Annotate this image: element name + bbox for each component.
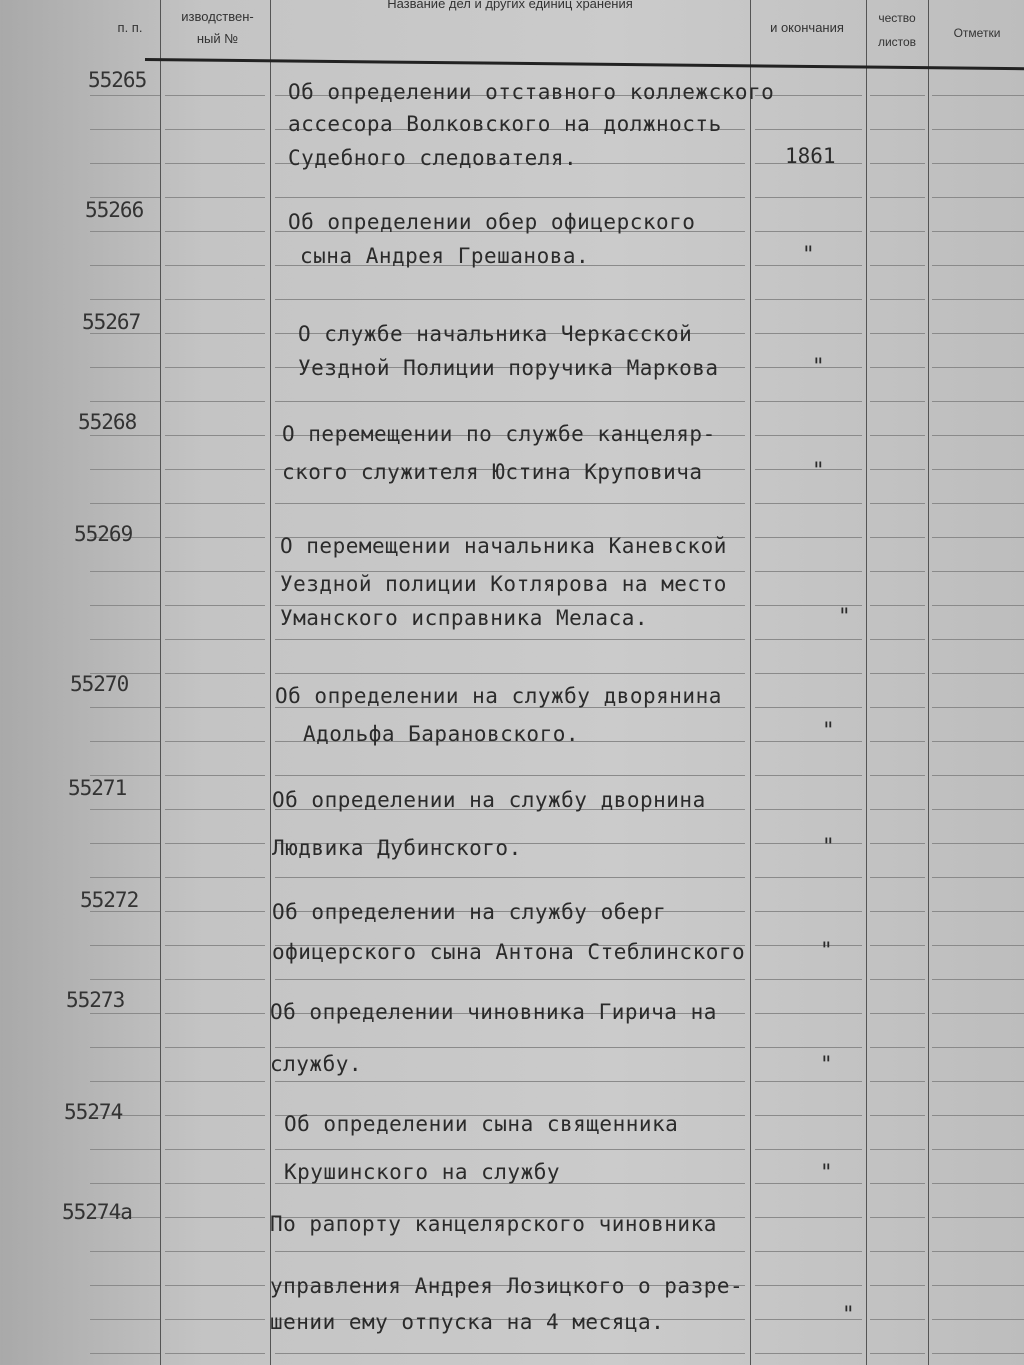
ruled-line [932, 1149, 1024, 1150]
ruled-line [870, 367, 925, 368]
ruled-line [870, 605, 925, 606]
ruled-line [755, 673, 862, 674]
ruled-line [165, 1081, 265, 1082]
entry-title-line: шении ему отпуска на 4 месяца. [270, 1310, 665, 1334]
entry-date: " [820, 938, 833, 962]
ruled-line [90, 877, 160, 878]
ruled-line [90, 129, 160, 130]
ruled-line [90, 843, 160, 844]
ruled-line [755, 1251, 862, 1252]
ruled-line [870, 707, 925, 708]
ruled-line [90, 707, 160, 708]
entry-number: 55272 [80, 888, 139, 912]
ruled-line [755, 503, 862, 504]
entry-title-line: Крушинского на службу [284, 1160, 561, 1184]
ruled-line [165, 129, 265, 130]
ruled-line [932, 95, 1024, 96]
ruled-line [932, 571, 1024, 572]
ruled-line [90, 1013, 160, 1014]
entry-title-line: Уманского исправника Меласа. [280, 606, 649, 630]
entry-title-line: О перемещении по службе канцеляр- [282, 422, 716, 446]
ruled-line [90, 1183, 160, 1184]
ruled-line [755, 945, 862, 946]
ruled-line [90, 469, 160, 470]
ruled-line [755, 1149, 862, 1150]
ruled-line [275, 299, 745, 300]
ruled-line [755, 571, 862, 572]
ruled-line [932, 741, 1024, 742]
ruled-line [165, 605, 265, 606]
ruled-line [90, 1081, 160, 1082]
ruled-line [275, 1047, 745, 1048]
ruled-line [90, 401, 160, 402]
entry-date: " [822, 718, 835, 742]
ruled-line [932, 1081, 1024, 1082]
ruled-line [870, 163, 925, 164]
ruled-line [165, 197, 265, 198]
ruled-line [870, 129, 925, 130]
ruled-line [90, 1251, 160, 1252]
ruled-line [932, 1115, 1024, 1116]
entry-number: 55273 [66, 988, 125, 1012]
ruled-line [90, 265, 160, 266]
entry-title-line: О службе начальника Черкасской [298, 322, 693, 346]
ruled-line [165, 945, 265, 946]
ruled-line [932, 1319, 1024, 1320]
column-line-3 [750, 0, 751, 1365]
ruled-line [755, 707, 862, 708]
header-sheets: чество листов [877, 11, 917, 49]
ruled-line [90, 809, 160, 810]
ruled-line [165, 435, 265, 436]
ruled-line [165, 979, 265, 980]
ruled-line [755, 333, 862, 334]
ruled-line [165, 1285, 265, 1286]
ruled-line [90, 979, 160, 980]
ruled-line [90, 435, 160, 436]
ruled-line [755, 435, 862, 436]
entry-title-line: Об определении обер офицерского [288, 210, 696, 234]
entry-date: " [802, 242, 815, 266]
entry-title-line: Об определении на службу дворнина [272, 788, 706, 812]
ruled-line [755, 469, 862, 470]
ruled-line [932, 1013, 1024, 1014]
entry-title-line: ассесора Волковского на должность [288, 112, 722, 136]
ruled-line [870, 775, 925, 776]
ruled-line [90, 163, 160, 164]
ruled-line [870, 231, 925, 232]
entry-title-line: Об определении чиновника Гирича на [270, 1000, 717, 1024]
ruled-line [932, 979, 1024, 980]
entry-title-line: О перемещении начальника Каневской [280, 534, 727, 558]
entry-number: 55271 [68, 776, 127, 800]
entry-title-line: Уездной полиции Котлярова на место [280, 572, 727, 596]
ruled-line [165, 911, 265, 912]
ruled-line [165, 775, 265, 776]
ruled-line [275, 503, 745, 504]
ruled-line [165, 1353, 265, 1354]
ruled-line [275, 1353, 745, 1354]
ruled-line [755, 1047, 862, 1048]
entry-number: 55267 [82, 310, 141, 334]
ruled-line [932, 129, 1024, 130]
ruled-line [165, 877, 265, 878]
ruled-line [932, 1183, 1024, 1184]
ruled-line [932, 843, 1024, 844]
ruled-line [90, 605, 160, 606]
ruled-line [275, 1149, 745, 1150]
ruled-line [932, 537, 1024, 538]
ruled-line [932, 435, 1024, 436]
ruled-line [165, 231, 265, 232]
ruled-line [755, 299, 862, 300]
ruled-line [165, 571, 265, 572]
ruled-line [755, 1353, 862, 1354]
ruled-line [870, 911, 925, 912]
entry-number: 55269 [74, 522, 133, 546]
entry-number: 55268 [78, 410, 137, 434]
ruled-line [165, 401, 265, 402]
ruled-line [870, 945, 925, 946]
ruled-line [932, 401, 1024, 402]
entry-title-line: службу. [270, 1052, 363, 1076]
ruled-line [932, 231, 1024, 232]
ruled-line [870, 741, 925, 742]
header-prod-number: изводствен- ный № [181, 9, 254, 46]
ruled-line [932, 639, 1024, 640]
ruled-line [932, 707, 1024, 708]
ruled-line [870, 979, 925, 980]
entry-title-line: Об определении сына священника [284, 1112, 679, 1136]
ruled-line [165, 1047, 265, 1048]
ruled-line [165, 367, 265, 368]
ruled-line [870, 1081, 925, 1082]
entry-date: " [820, 1160, 833, 1184]
ruled-line [932, 503, 1024, 504]
ruled-line [165, 673, 265, 674]
ruled-line [755, 1183, 862, 1184]
ruled-line [870, 401, 925, 402]
entry-date: 1861 [785, 144, 836, 168]
entry-date: " [838, 604, 851, 628]
ruled-line [870, 197, 925, 198]
ruled-line [932, 163, 1024, 164]
ruled-line [870, 1319, 925, 1320]
ruled-line [90, 639, 160, 640]
entry-title-line: Судебного следователя. [288, 146, 578, 170]
header-rule [145, 58, 1024, 70]
ruled-line [755, 129, 862, 130]
ruled-line [870, 1183, 925, 1184]
ruled-line [90, 1149, 160, 1150]
ruled-line [932, 877, 1024, 878]
ruled-line [165, 299, 265, 300]
ruled-line [755, 1081, 862, 1082]
ruled-line [755, 1013, 862, 1014]
column-line-1 [160, 0, 161, 1365]
ruled-line [870, 843, 925, 844]
ruled-line [870, 877, 925, 878]
ruled-line [870, 503, 925, 504]
ruled-line [165, 333, 265, 334]
ruled-line [165, 265, 265, 266]
entry-date: " [820, 1052, 833, 1076]
ruled-line [932, 469, 1024, 470]
ruled-line [755, 1285, 862, 1286]
ruled-line [90, 95, 160, 96]
header-notes: Отметки [953, 26, 1001, 40]
ruled-line [932, 673, 1024, 674]
ruled-line [165, 1013, 265, 1014]
entry-title-line: Об определении на службу оберг [272, 900, 667, 924]
ruled-line [932, 197, 1024, 198]
entry-title-line: офицерского сына Антона Стеблинского [272, 940, 746, 964]
ruled-line [165, 163, 265, 164]
ruled-line [870, 1115, 925, 1116]
ruled-line [165, 1149, 265, 1150]
column-line-2 [270, 0, 271, 1365]
ruled-line [870, 537, 925, 538]
ruled-line [755, 741, 862, 742]
ruled-line [755, 639, 862, 640]
ruled-line [870, 571, 925, 572]
ruled-line [90, 299, 160, 300]
ruled-line [755, 979, 862, 980]
ruled-line [165, 469, 265, 470]
ruled-line [755, 877, 862, 878]
entry-title-line: Об определении отставного коллежского [288, 80, 775, 104]
entry-title-line: ского служителя Юстина Круповича [282, 460, 703, 484]
ruled-line [870, 333, 925, 334]
ruled-line [165, 809, 265, 810]
ruled-line [90, 231, 160, 232]
column-line-4 [866, 0, 867, 1365]
ruled-line [90, 503, 160, 504]
ruled-line [165, 1115, 265, 1116]
entry-date: " [812, 458, 825, 482]
ruled-line [755, 809, 862, 810]
ruled-line [275, 979, 745, 980]
ruled-line [165, 503, 265, 504]
ruled-line [932, 1217, 1024, 1218]
ruled-line [870, 1013, 925, 1014]
ruled-line [165, 741, 265, 742]
ruled-line [755, 197, 862, 198]
ruled-line [165, 1183, 265, 1184]
ruled-line [755, 1115, 862, 1116]
entry-title-line: сына Андрея Грешанова. [300, 244, 590, 268]
ruled-line [275, 197, 745, 198]
ruled-line [870, 435, 925, 436]
ruled-line [90, 1285, 160, 1286]
entry-title-line: Людвика Дубинского. [272, 836, 522, 860]
ruled-line [165, 707, 265, 708]
entry-number: 55270 [70, 672, 129, 696]
entry-title-line: По рапорту канцелярского чиновника [270, 1212, 717, 1236]
ruled-line [165, 537, 265, 538]
ruled-line [755, 401, 862, 402]
ruled-line [275, 1251, 745, 1252]
ruled-line [932, 911, 1024, 912]
ruled-line [932, 299, 1024, 300]
ruled-line [90, 367, 160, 368]
ruled-line [932, 945, 1024, 946]
ruled-line [275, 401, 745, 402]
entry-number: 55266 [85, 198, 144, 222]
header-number: п. п. [117, 20, 143, 35]
ruled-line [755, 843, 862, 844]
ruled-line [755, 775, 862, 776]
ruled-line [932, 1251, 1024, 1252]
ruled-line [932, 333, 1024, 334]
ruled-line [275, 639, 745, 640]
ruled-line [870, 469, 925, 470]
ruled-line [275, 1081, 745, 1082]
header-title: Название дел и других единиц хранения [387, 0, 633, 11]
ruled-line [165, 1319, 265, 1320]
entry-date: " [842, 1302, 855, 1326]
ruled-line [932, 1285, 1024, 1286]
column-line-5 [928, 0, 929, 1365]
ruled-line [870, 95, 925, 96]
ruled-line [870, 1217, 925, 1218]
ruled-line [90, 945, 160, 946]
ruled-line [870, 1251, 925, 1252]
ruled-line [165, 639, 265, 640]
ruled-line [90, 571, 160, 572]
ruled-line [755, 537, 862, 538]
entry-number: 55274 [64, 1100, 123, 1124]
ruled-line [870, 639, 925, 640]
ruled-line [275, 673, 745, 674]
ruled-line [870, 265, 925, 266]
ruled-line [755, 367, 862, 368]
ruled-line [870, 1047, 925, 1048]
ruled-line [165, 1217, 265, 1218]
entry-title-line: Адольфа Барановского. [303, 722, 580, 746]
ruled-line [90, 741, 160, 742]
entry-date: " [812, 354, 825, 378]
ruled-line [165, 1251, 265, 1252]
entry-number: 55274а [62, 1200, 132, 1224]
entry-number: 55265 [88, 68, 147, 92]
ruled-line [932, 1047, 1024, 1048]
ruled-line [932, 1353, 1024, 1354]
ruled-line [90, 1047, 160, 1048]
ruled-line [932, 809, 1024, 810]
ruled-line [870, 299, 925, 300]
ruled-line [90, 1319, 160, 1320]
ruled-line [870, 809, 925, 810]
ruled-line [165, 95, 265, 96]
ruled-line [870, 1149, 925, 1150]
ruled-line [932, 265, 1024, 266]
ruled-line [755, 1217, 862, 1218]
ruled-line [90, 1353, 160, 1354]
ruled-line [165, 843, 265, 844]
ruled-line [932, 775, 1024, 776]
ruled-line [932, 367, 1024, 368]
entry-date: " [822, 834, 835, 858]
ruled-line [275, 775, 745, 776]
ruled-line [755, 911, 862, 912]
header-dates: и окончания [770, 20, 844, 35]
ruled-line [755, 231, 862, 232]
ruled-line [870, 1353, 925, 1354]
ruled-line [932, 605, 1024, 606]
ruled-line [870, 1285, 925, 1286]
ruled-line [870, 673, 925, 674]
ruled-line [275, 877, 745, 878]
entry-title-line: управления Андрея Лозицкого о разре- [270, 1274, 744, 1298]
entry-title-line: Об определении на службу дворянина [275, 684, 722, 708]
entry-title-line: Уездной Полиции поручика Маркова [298, 356, 719, 380]
